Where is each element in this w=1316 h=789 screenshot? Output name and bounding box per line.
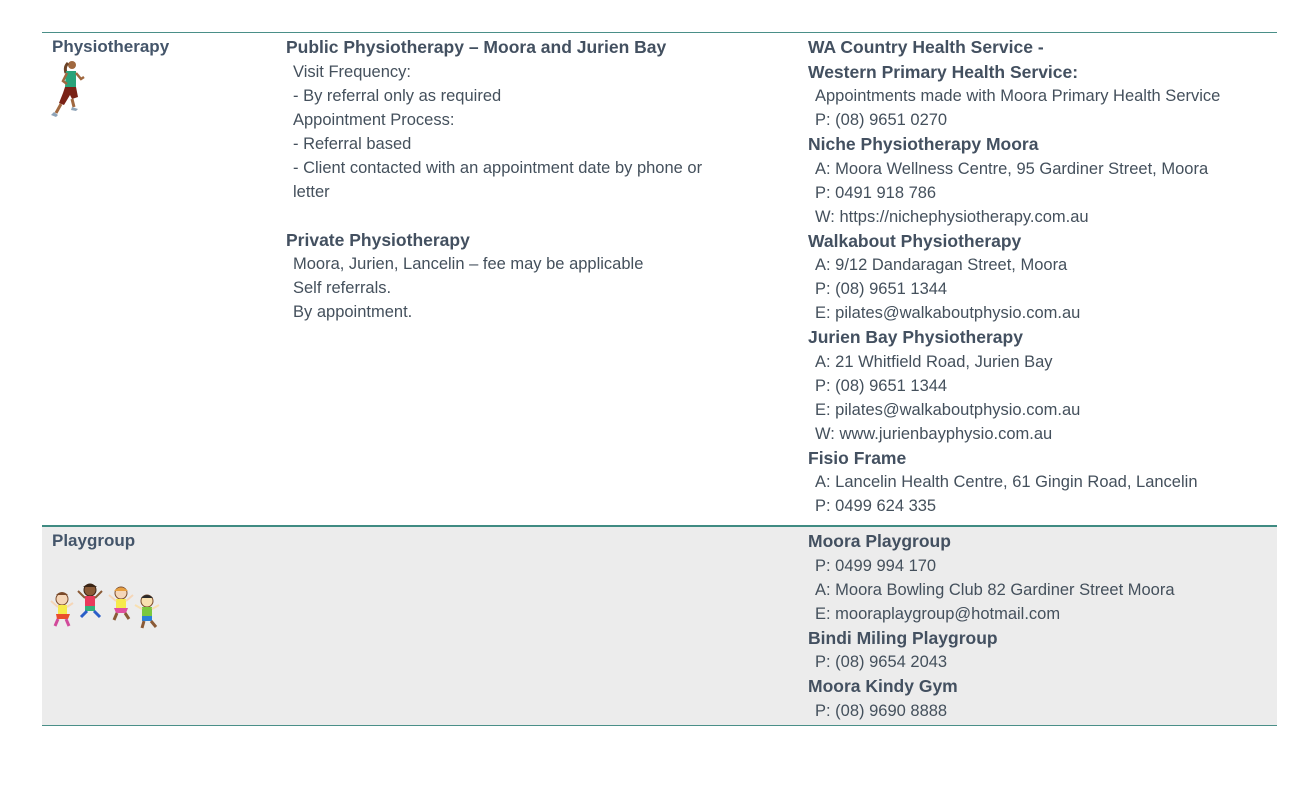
provider-address: A: 21 Whitfield Road, Jurien Bay	[815, 352, 1053, 371]
provider-title: Moora Playgroup	[808, 531, 951, 551]
provider-address: A: Moora Wellness Centre, 95 Gardiner Street, Moora	[815, 159, 1209, 178]
provider-title: Walkabout Physiotherapy	[808, 230, 1022, 251]
provider-title: Niche Physiotherapy Moora	[808, 134, 1039, 154]
service-line: Visit Frequency:	[293, 62, 411, 81]
service-line: letter	[293, 182, 330, 201]
provider-phone[interactable]: P: (08) 9651 1344	[815, 376, 948, 395]
providers-cell	[808, 527, 1277, 725]
service-line: - By referral only as required	[293, 86, 502, 105]
provider-website[interactable]: W: www.jurienbayphysio.com.au	[815, 424, 1053, 443]
provider-email[interactable]: E: pilates@walkaboutphysio.com.au	[815, 304, 1081, 322]
runner-icon	[50, 59, 86, 124]
services-cell	[286, 527, 808, 725]
service-line: Appointment Process:	[293, 110, 455, 129]
provider-phone[interactable]: P: (08) 9651 1344	[815, 280, 948, 298]
provider-title: Bindi Miling Playgroup	[808, 627, 998, 648]
provider-phone[interactable]: P: 0499 994 170	[815, 556, 937, 575]
table-row-playgroup	[42, 525, 1277, 726]
category-cell	[42, 527, 286, 725]
provider-line: Appointments made with Moora Primary Health Service	[815, 87, 1221, 105]
category-cell	[42, 33, 286, 525]
service-line: By appointment.	[293, 303, 413, 321]
provider-website[interactable]: W: https://nichephysiotherapy.com.au	[815, 207, 1089, 226]
service-title: Private Physiotherapy	[286, 229, 470, 250]
services-cell	[286, 33, 808, 525]
provider-email[interactable]: E: mooraplaygroup@hotmail.com	[815, 604, 1061, 623]
provider-title: Western Primary Health Service:	[808, 61, 1079, 82]
children-playing-icon	[50, 579, 166, 638]
provider-address: A: Lancelin Health Centre, 61 Gingin Road, Lancelin	[815, 473, 1198, 491]
service-line: Moora, Jurien, Lancelin – fee may be applicable	[293, 255, 644, 273]
service-title: Public Physiotherapy – Moora and Jurien Bay	[286, 37, 667, 57]
provider-title: Jurien Bay Physiotherapy	[808, 327, 1023, 347]
provider-title: Moora Kindy Gym	[808, 676, 958, 696]
category-title: Playgroup	[52, 531, 136, 550]
provider-phone[interactable]: P: (08) 9651 0270	[815, 111, 948, 129]
provider-title: Fisio Frame	[808, 447, 907, 468]
provider-phone[interactable]: P: (08) 9654 2043	[815, 653, 948, 671]
provider-email[interactable]: E: pilates@walkaboutphysio.com.au	[815, 400, 1081, 419]
provider-phone[interactable]: P: (08) 9690 8888	[815, 701, 948, 720]
provider-address: A: Moora Bowling Club 82 Gardiner Street Moora	[815, 580, 1175, 599]
category-title: Physiotherapy	[52, 37, 170, 56]
table-row-physiotherapy	[42, 33, 1277, 525]
service-line: - Client contacted with an appointment date by phone or	[293, 158, 703, 177]
services-table	[42, 32, 1277, 726]
service-line: - Referral based	[293, 134, 412, 153]
provider-title: WA Country Health Service -	[808, 37, 1044, 57]
provider-address: A: 9/12 Dandaragan Street, Moora	[815, 256, 1068, 274]
provider-phone[interactable]: P: 0499 624 335	[815, 497, 937, 515]
provider-phone[interactable]: P: 0491 918 786	[815, 183, 937, 202]
service-line: Self referrals.	[293, 279, 392, 297]
providers-cell	[808, 33, 1277, 525]
